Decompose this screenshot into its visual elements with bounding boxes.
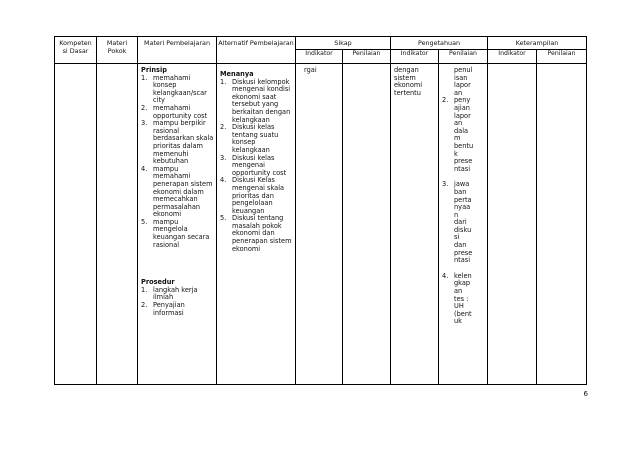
list-item: 3. Diskusi kelas mengenai opportunity cost [220,153,287,177]
header-keterampilan: Keterampilan [488,37,587,50]
header-kompetensi-dasar: Kompeten si Dasar [55,37,97,64]
prosedur-heading: Prosedur [141,278,175,287]
list-item: 5. Diskusi tentang masalah pokok ekonomi dan penerapan sistem ekonomi [220,214,292,253]
penilaian-list [442,67,472,326]
list-item: 2. memahami opportunity cost [141,103,208,120]
menanya-list [220,79,293,254]
cell-pengetahuan-penilaian [439,64,488,385]
cell-keterampilan-indikator [488,64,537,385]
list-item: 3. jawa ban perta nyaa n dari disku si dan prese ntasi [442,180,473,265]
subheader-sikap-penilaian: Penilaian [343,50,391,64]
list-item: 2. peny ajian lapor an dala m bentu k prese ntasi [442,96,474,173]
cell-materi-pembelajaran [138,64,217,385]
list-item: 2. Penyajian informasi [141,301,185,317]
list-item: 3. mampu berpikir rasional berdasarkan skala prioritas dalam memenuhi kebutuhan [141,119,214,166]
prinsip-heading: Prinsip [141,66,167,74]
subheader-pengetahuan-penilaian: Penilaian [439,50,488,64]
cell-pengetahuan-indikator [391,64,439,385]
header-pengetahuan: Pengetahuan [391,37,488,50]
header-alternatif-pembelajaran: Alternatif Pembelajaran [217,37,296,64]
list-item: 2. Diskusi kelas tentang suatu konsep kelangkaan [220,123,279,154]
header-sikap: Sikap [296,37,391,50]
subheader-pengetahuan-indikator: Indikator [391,50,439,64]
list-item: 1. langkah kerja ilmiah [141,285,198,302]
list-item: 4. Diskusi Kelas mengenai skala prioritas dan pengelolaan keuangan [220,176,285,215]
subheader-keterampilan-indikator: Indikator [488,50,537,64]
list-item: 1. memahami konsep kelangkaan/scar city [141,73,207,105]
list-item: 1. Diskusi kelompok mengenai kondisi ekonomi saat tersebut yang berkaitan dengan kelangkaan [220,77,291,124]
pengetahuan-indikator-text: dengan sistem ekonomi tertentu [394,66,423,97]
subheader-sikap-indikator: Indikator [296,50,343,64]
page-number: 6 [583,390,588,398]
sikap-indikator-text: rgai [304,66,317,74]
header-materi-pembelajaran: Materi Pembelajaran [138,37,217,64]
list-item: penul isan lapor an [454,66,473,97]
prinsip-list [141,75,214,250]
cell-materi-pokok [97,64,138,385]
cell-alternatif-pembelajaran [217,64,296,385]
cell-keterampilan-penilaian [537,64,587,385]
list-item: 4. mampu memahami penerapan sistem ekonomi dalam memecahkan permasalahan ekonomi [141,164,213,219]
menanya-heading: Menanya [220,70,254,78]
prosedur-list [141,287,214,317]
learning-plan-table [54,36,587,385]
cell-sikap-indikator [296,64,343,385]
cell-sikap-penilaian [343,64,391,385]
list-item: 4. kelen gkap an tes : UH (bent uk [442,271,472,326]
cell-kompetensi-dasar [55,64,97,385]
header-materi-pokok: Materi Pokok [97,37,138,64]
list-item: 5. mampu mengelola keuangan secara rasional [141,217,210,249]
subheader-keterampilan-penilaian: Penilaian [537,50,587,64]
